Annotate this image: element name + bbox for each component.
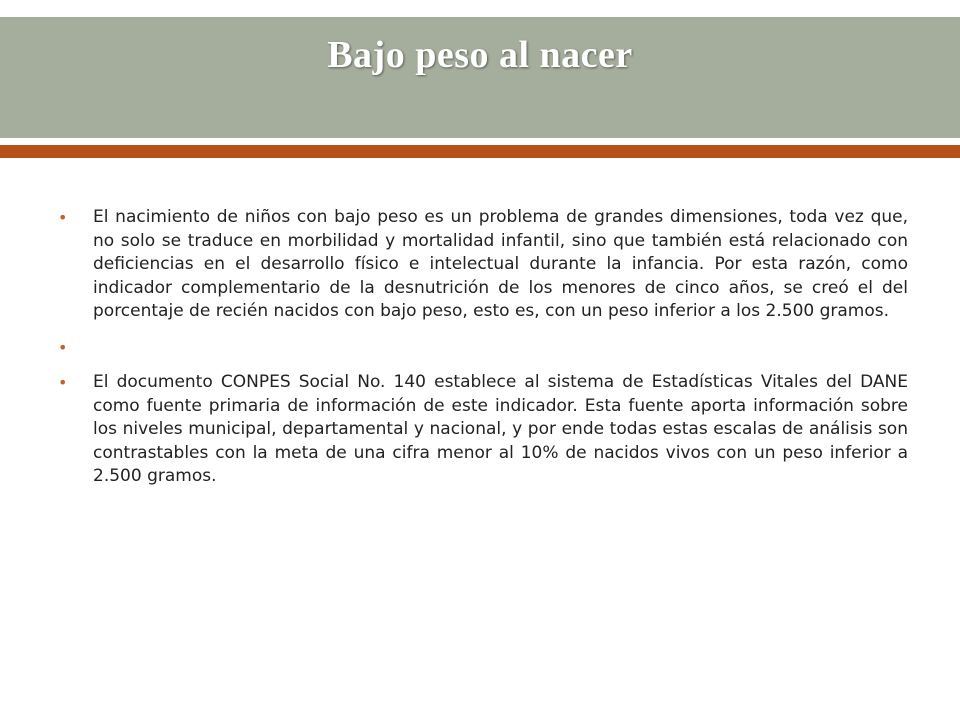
slide-title: Bajo peso al nacer — [327, 34, 633, 76]
accent-bar — [0, 145, 960, 158]
bullet-item-2 — [58, 336, 908, 360]
bullet-text-3: El documento CONPES Social No. 140 establece al sistema de Estadísticas Vitales del DANE como fuente primaria de información de este indicador. Esta fuente aporta información sobre los niveles municipal, departamental y nacional, y por ende todas estas escalas de análisis son contrastables con la meta de una cifra menor al 10% de nacidos vivos con un peso inferior a 2.500 gramos. — [93, 372, 908, 486]
bullet-icon: • — [58, 373, 68, 392]
title-band — [0, 17, 960, 138]
bullet-icon: • — [58, 337, 68, 357]
bullet-icon: • — [58, 208, 68, 227]
bullet-text-1: El nacimiento de niños con bajo peso es un problema de grandes dimensiones, toda vez que, no solo se traduce en morbilidad y mortalidad infantil, sino que también está relacionado con deficiencias en el desarrollo físico e intelectual durante la infancia. Por esta razón, como indicador complementario de la desnutrición de los menores de cinco años, se creó el del porcentaje de recién nacidos con bajo peso, esto es, con un peso inferior a los 2.500 gramos. — [93, 207, 908, 321]
bullet-item-1 — [58, 206, 908, 324]
bullet-list — [58, 206, 908, 489]
bullet-item-3 — [58, 371, 908, 489]
